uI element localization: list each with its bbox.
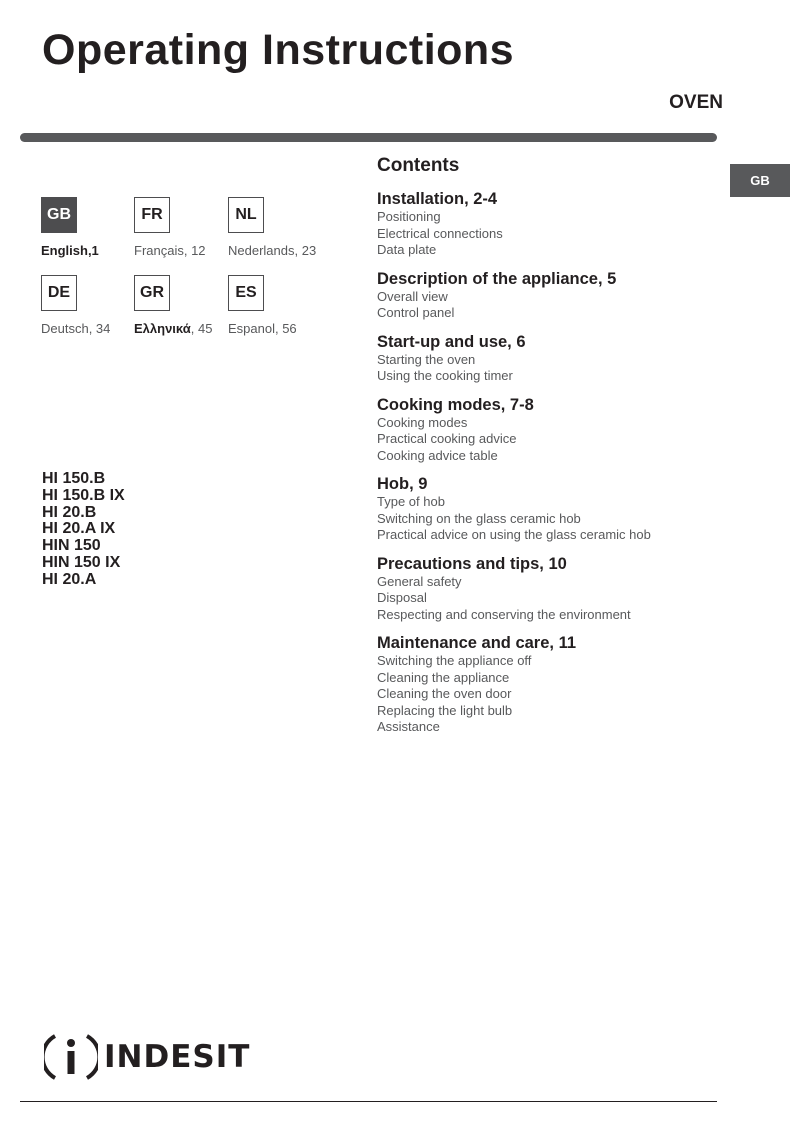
language-label-text: English,1 — [41, 243, 99, 258]
table-of-contents — [377, 155, 797, 747]
section-item: Practical advice on using the glass ceramic hob — [377, 527, 651, 542]
model-name: HI 20.A — [42, 570, 97, 588]
section-item: Positioning — [377, 209, 441, 224]
section-item: Cooking advice table — [377, 447, 498, 463]
section-item: Data plate — [377, 242, 437, 257]
model-name: HI 20.A IX — [42, 520, 116, 538]
brand-logo — [44, 1030, 250, 1084]
language-code-box: GR — [134, 275, 170, 311]
section-item: Type of hob — [377, 494, 445, 509]
section-item: Assistance — [377, 719, 440, 734]
language-fr — [134, 197, 229, 258]
language-label-word: Ελληνικά — [134, 321, 191, 336]
section-title: Hob, 9 — [377, 475, 428, 493]
section-item: Respecting and conserving the environment — [377, 606, 631, 622]
product-type: OVEN — [669, 92, 723, 113]
contents-sections — [377, 190, 797, 736]
language-code-box: NL — [228, 197, 264, 233]
section-item: Cleaning the appliance — [377, 669, 510, 685]
contents-section — [377, 190, 797, 259]
contents-section — [377, 634, 797, 736]
contents-section — [377, 270, 797, 322]
section-title: Cooking modes, 7-8 — [377, 395, 534, 414]
model-list — [42, 471, 125, 589]
section-title: Precautions and tips, 10 — [377, 554, 567, 573]
top-divider — [20, 133, 717, 142]
section-item: Switching on the glass ceramic hob — [377, 510, 581, 526]
section-item: Switching the appliance off — [377, 653, 532, 668]
model-name: HI 150.B IX — [42, 486, 125, 504]
section-item: Replacing the light bulb — [377, 702, 513, 718]
contents-section — [377, 396, 797, 465]
section-item: Starting the oven — [377, 351, 476, 367]
section-item: General safety — [377, 573, 462, 589]
language-label — [41, 243, 136, 258]
bottom-divider — [20, 1101, 717, 1102]
section-item: Electrical connections — [377, 225, 503, 241]
section-item: Cleaning the oven door — [377, 686, 512, 701]
model-name: HIN 150 IX — [42, 553, 121, 571]
language-code-box: DE — [41, 275, 77, 311]
section-item: Control panel — [377, 305, 455, 320]
language-label: Espanol, 56 — [228, 321, 297, 336]
model-name: HI 150.B — [42, 470, 106, 487]
indesit-logo-icon — [44, 1030, 98, 1084]
section-item: Using the cooking timer — [377, 368, 513, 383]
language-code-box: GB — [41, 197, 77, 233]
language-gb — [41, 197, 136, 258]
model-name: HIN 150 — [42, 537, 101, 555]
contents-section — [377, 555, 797, 624]
language-label — [134, 321, 229, 336]
language-label: Deutsch, 34 — [41, 321, 111, 336]
section-title: Description of the appliance, 5 — [377, 269, 617, 288]
language-label: Français, 12 — [134, 243, 206, 258]
section-item: Overall view — [377, 288, 448, 304]
contents-section — [377, 475, 797, 544]
language-side-tab: GB — [730, 164, 790, 197]
language-de — [41, 275, 136, 336]
language-nl — [228, 197, 323, 258]
language-label-page: , 45 — [190, 321, 213, 336]
language-gr — [134, 275, 229, 336]
contents-section — [377, 333, 797, 385]
language-es — [228, 275, 323, 336]
contents-heading: Contents — [377, 155, 460, 176]
section-item: Practical cooking advice — [377, 431, 517, 446]
section-title: Maintenance and care, 11 — [377, 634, 577, 652]
brand-name: INDESIT — [104, 1039, 251, 1075]
language-code-box: ES — [228, 275, 264, 311]
page-title: Operating Instructions — [42, 26, 515, 74]
section-title: Start-up and use, 6 — [377, 332, 526, 351]
section-item: Disposal — [377, 590, 427, 605]
section-item: Cooking modes — [377, 414, 468, 430]
model-name: HI 20.B — [42, 503, 97, 521]
section-title: Installation, 2-4 — [377, 190, 498, 208]
language-code-box: FR — [134, 197, 170, 233]
language-label: Nederlands, 23 — [228, 243, 317, 258]
